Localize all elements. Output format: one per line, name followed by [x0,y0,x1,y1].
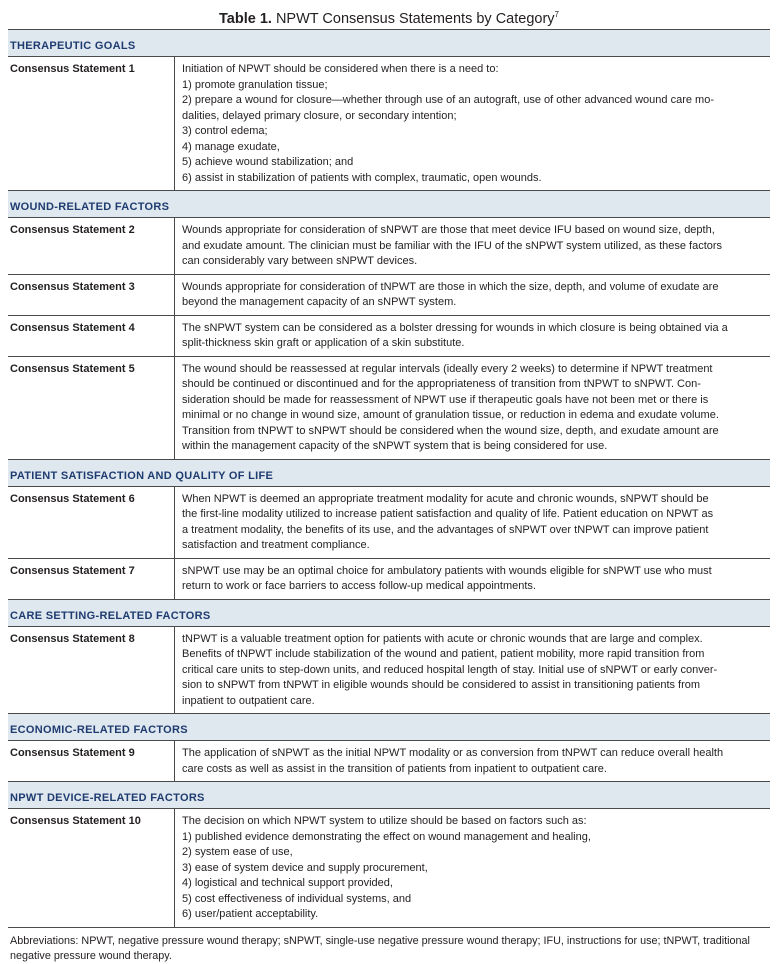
statement-line: can considerably vary between sNPWT devices. [182,255,418,267]
statement-line: 5) cost effectiveness of individual systems, and [182,892,412,905]
statement-line: 3) control edema; [182,125,268,137]
statement-line: 2) prepare a wound for closure—whether through use of an autograft, use of other advanced wound care mo- [182,94,714,106]
statement-line: critical care units to step-down units, and reduced hospital length of stay. Initial use of sNPWT or early conver- [182,663,718,676]
statement-line: a treatment modality, the benefits of its use, and the advantages of sNPWT over tNPWT can improve patient [182,523,709,536]
statement-text [175,316,770,356]
statement-text [175,809,770,927]
statement-text [175,627,770,714]
category-heading: CARE SETTING-RELATED FACTORS [8,600,770,627]
table-row [8,275,770,316]
statement-line: the first-line modality utilized to increase patient satisfaction and quality of life. Patient education on NPWT as [182,508,714,520]
statement-line: Wounds appropriate for consideration of tNPWT are those in which the size, depth, and volume of exudate are [182,280,719,293]
statement-label: Consensus Statement 2 [8,218,175,274]
statement-text [175,357,770,459]
statement-line: return to work or face barriers to access follow-up medical appointments. [182,580,536,592]
statement-line: Initiation of NPWT should be considered when there is a need to: [182,63,499,75]
abbreviations-footnote [8,928,770,964]
statement-label: Consensus Statement 5 [8,357,175,459]
statement-line: The decision on which NPWT system to utilize should be based on factors such as: [182,815,587,827]
table-row [8,627,770,715]
statement-line: 2) system ease of use, [182,846,293,858]
statement-line: tNPWT is a valuable treatment option for patients with acute or chronic wounds that are large and complex. [182,632,703,645]
statement-line: Transition from tNPWT to sNPWT should be considered when the wound size, depth, and exudate amount are [182,424,719,437]
statement-line: 4) logistical and technical support provided, [182,877,393,889]
table-figure [8,0,770,964]
table-title-text: NPWT Consensus Statements by Category [275,10,555,27]
statement-text [175,57,770,190]
statement-line: The sNPWT system can be considered as a bolster dressing for wounds in which closure is being obtained via a [182,321,728,334]
statement-line: sNPWT use may be an optimal choice for ambulatory patients with wounds eligible for sNPWT use who must [182,564,712,577]
abbreviation-line: negative pressure wound therapy. [10,949,172,962]
statement-line: Benefits of tNPWT include stabilization of the wound and patient, patient mobility, more rapid transition from [182,648,705,660]
statement-line: 3) ease of system device and supply procurement, [182,861,428,874]
statement-line: Wounds appropriate for consideration of sNPWT are those that meet device IFU based on wound size, depth, [182,224,715,236]
statement-label: Consensus Statement 8 [8,627,175,714]
statement-line: The application of sNPWT as the initial NPWT modality or as conversion from tNPWT can reduce overall health [182,747,724,759]
statement-line: 1) published evidence demonstrating the effect on wound management and healing, [182,830,591,843]
statement-line: sideration should be made for reassessment of NPWT use if therapeutic goals have not been met or there is [182,393,709,406]
category-heading: ECONOMIC-RELATED FACTORS [8,714,770,741]
table-row [8,487,770,559]
statement-line: care costs as well as assist in the transition of patients from inpatient to outpatient care. [182,762,607,775]
statement-line: within the management capacity of the sNPWT system that is being considered for use. [182,440,608,452]
table-title-reference: 7 [554,10,559,19]
statement-line: beyond the management capacity of an sNPWT system. [182,296,457,308]
statement-line: sion to sNPWT from tNPWT in eligible wounds should be considered to assist in transitioning patients from [182,679,701,691]
statement-line: minimal or no change in wound size, amount of granulation tissue, or reduction in edema and exudate volume. [182,409,719,421]
table-row [8,218,770,275]
table-row [8,57,770,191]
statement-text [175,741,770,781]
table-row [8,316,770,357]
statement-label: Consensus Statement 10 [8,809,175,927]
consensus-table [8,29,770,928]
statement-line: satisfaction and treatment compliance. [182,539,370,551]
statement-text [175,218,770,274]
statement-label: Consensus Statement 3 [8,275,175,315]
category-heading: THERAPEUTIC GOALS [8,30,770,57]
statement-line: 6) assist in stabilization of patients with complex, traumatic, open wounds. [182,171,542,184]
statement-text [175,487,770,558]
table-row [8,809,770,928]
statement-line: When NPWT is deemed an appropriate treatment modality for acute and chronic wounds, sNPWT should be [182,492,709,505]
statement-line: should be continued or discontinued and for the appropriateness of transition from tNPWT to sNPWT. Con- [182,378,701,390]
statement-label: Consensus Statement 4 [8,316,175,356]
statement-label: Consensus Statement 6 [8,487,175,558]
abbreviation-line: Abbreviations: NPWT, negative pressure wound therapy; sNPWT, single-use negative pressure wound therapy; IFU, instructions for use; tNPWT, traditional [10,934,750,947]
statement-line: 4) manage exudate, [182,140,280,153]
statement-text [175,275,770,315]
table-title [8,0,770,29]
statement-line: 1) promote granulation tissue; [182,78,328,91]
statement-line: 6) user/patient acceptability. [182,908,319,920]
table-row [8,559,770,600]
statement-label: Consensus Statement 1 [8,57,175,190]
statement-line: 5) achieve wound stabilization; and [182,156,354,168]
table-row [8,741,770,782]
statement-line: split-thickness skin graft or application of a skin substitute. [182,337,465,349]
table-title-number: Table 1. [219,10,272,27]
statement-text [175,559,770,599]
statement-label: Consensus Statement 7 [8,559,175,599]
category-heading: NPWT DEVICE-RELATED FACTORS [8,782,770,809]
statement-label: Consensus Statement 9 [8,741,175,781]
statement-line: inpatient to outpatient care. [182,694,315,707]
category-heading: PATIENT SATISFACTION AND QUALITY OF LIFE [8,460,770,487]
statement-line: and exudate amount. The clinician must be familiar with the IFU of the sNPWT system utilized, as these factors [182,239,723,252]
statement-line: The wound should be reassessed at regular intervals (ideally every 2 weeks) to determine if NPWT treatment [182,362,713,375]
table-row [8,357,770,460]
statement-line: dalities, delayed primary closure, or secondary intention; [182,109,457,122]
category-heading: WOUND-RELATED FACTORS [8,191,770,218]
